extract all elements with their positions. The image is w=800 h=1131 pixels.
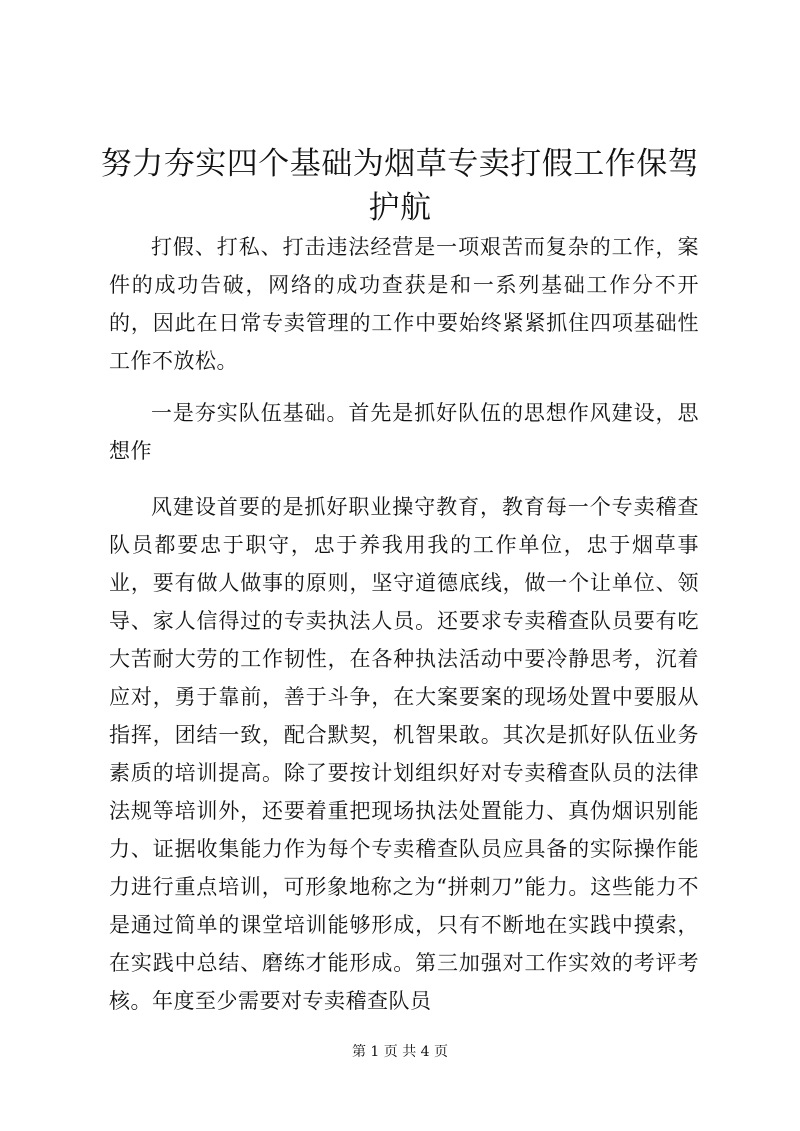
page-number-footer: 第 1 页 共 4 页 xyxy=(351,1044,449,1060)
document-body xyxy=(109,228,699,1034)
paragraph-intro: 打假、打私、打击违法经营是一项艰苦而复杂的工作，案件的成功告破，网络的成功查获是和一系列基础工作分不开的，因此在日常专卖管理的工作中要始终紧紧抓住四项基础性工作不放松。 xyxy=(109,235,699,373)
paragraph-section-one: 一是夯实队伍基础。首先是抓好队伍的思想作风建设，思想作 xyxy=(109,401,699,463)
paragraph-section-one-continued: 风建设首要的是抓好职业操守教育，教育每一个专卖稽查队员都要忠于职守，忠于养我用我的工作单位，忠于烟草事业，要有做人做事的原则，坚守道德底线，做一个让单位、领导、家人信得过的专卖执法人员。还要求专卖稽查队员要有吃大苦耐大劳的工作韧性，在各种执法活动中要冷静思考，沉着应对，勇于靠前，善于斗争，在大案要案的现场处置中要服从指挥，团结一致，配合默契，机智果敢。其次是抓好队伍业务素质的培训提高。除了要按计划组织好对专卖稽查队员的法律法规等培训外，还要着重把现场执法处置能力、真伪烟识别能力、证据收集能力作为每个专卖稽查队员应具备的实际操作能力进行重点培训，可形象地称之为“拼刺刀”能力。这些能力不是通过简单的课堂培训能够形成，只有不断地在实践中摸索，在实践中总结、磨练才能形成。第三加强对工作实效的考评考核。年度至少需要对专卖稽查队员 xyxy=(109,495,699,1013)
document-title: 努力夯实四个基础为烟草专卖打假工作保驾护航 xyxy=(100,146,700,226)
